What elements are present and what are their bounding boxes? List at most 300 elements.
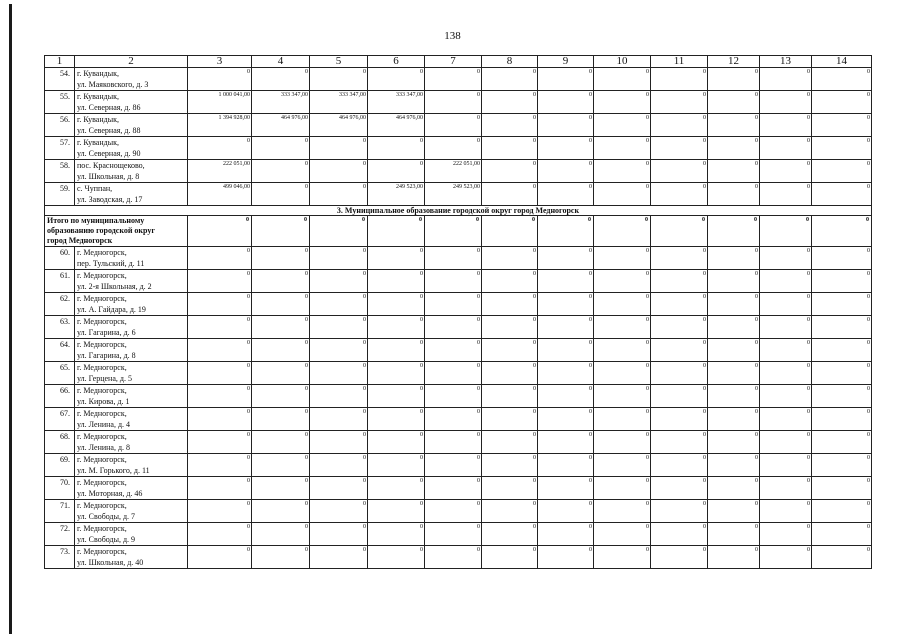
value-cell: 0 [425,137,482,160]
total-label-line: Итого по муниципальному [47,216,145,225]
value-cell: 222 051,00 [188,160,252,183]
row-index: 56. [45,114,75,137]
address-locality: г. Медногорск, [77,432,127,441]
value-cell: 0 [482,385,538,408]
row-index: 64. [45,339,75,362]
table-row [45,137,872,160]
column-number-cell: 2 [75,56,188,68]
value-cell: 0 [538,137,594,160]
value-cell: 0 [651,339,708,362]
value-cell: 0 [594,160,651,183]
total-value-cell: 0 [708,216,760,247]
value-cell: 0 [760,477,812,500]
value-cell: 249 523,00 [425,183,482,206]
value-cell: 0 [368,546,425,569]
address-street: ул. Ленина, д. 8 [77,443,131,452]
address-locality: г. Кувандык, [77,115,119,124]
address-cell [75,500,188,523]
value-cell: 0 [760,431,812,454]
value-cell: 0 [252,160,310,183]
value-cell: 0 [651,68,708,91]
section-header-row [45,206,872,216]
value-cell: 0 [188,137,252,160]
value-cell: 0 [425,247,482,270]
value-cell: 0 [651,546,708,569]
address-locality: г. Медногорск, [77,294,127,303]
address-street: ул. Школьная, д. 8 [77,172,140,181]
value-cell: 0 [538,339,594,362]
address-street: ул. Свободы, д. 9 [77,535,136,544]
address-locality: г. Кувандык, [77,138,119,147]
value-cell: 0 [188,454,252,477]
value-cell: 0 [812,385,872,408]
value-cell: 0 [538,362,594,385]
value-cell: 0 [651,500,708,523]
value-cell: 0 [760,385,812,408]
total-value-cell: 0 [310,216,368,247]
total-value-cell: 0 [188,216,252,247]
value-cell: 0 [651,385,708,408]
value-cell: 0 [538,477,594,500]
column-number-cell: 13 [760,56,812,68]
value-cell: 0 [425,523,482,546]
value-cell: 0 [594,183,651,206]
value-cell: 0 [188,546,252,569]
value-cell: 0 [708,114,760,137]
value-cell: 0 [188,523,252,546]
total-label-line: город Медногорск [47,236,113,245]
value-cell: 0 [760,500,812,523]
address-cell [75,431,188,454]
row-index: 57. [45,137,75,160]
value-cell: 0 [812,91,872,114]
value-cell: 0 [310,454,368,477]
value-cell: 0 [812,114,872,137]
address-street: ул. М. Горького, д. 11 [77,466,150,475]
column-number-cell: 6 [368,56,425,68]
value-cell: 0 [368,477,425,500]
value-cell: 0 [425,408,482,431]
value-cell: 1 394 928,00 [188,114,252,137]
value-cell: 0 [708,454,760,477]
value-cell: 0 [812,431,872,454]
value-cell: 0 [482,160,538,183]
value-cell: 0 [708,91,760,114]
value-cell: 0 [760,270,812,293]
value-cell: 0 [760,114,812,137]
total-label-cell [45,216,188,247]
table-row [45,431,872,454]
address-street: ул. Герцена, д. 5 [77,374,132,383]
value-cell: 0 [708,362,760,385]
value-cell: 0 [425,431,482,454]
value-cell: 0 [188,408,252,431]
address-street: ул. 2-я Школьная, д. 2 [77,282,152,291]
total-value-cell: 0 [538,216,594,247]
column-number-cell: 14 [812,56,872,68]
value-cell: 0 [651,160,708,183]
value-cell: 0 [252,137,310,160]
page-number: 138 [444,30,461,42]
value-cell: 0 [252,385,310,408]
value-cell: 464 976,00 [310,114,368,137]
address-cell [75,546,188,569]
address-street: ул. А. Гайдара, д. 19 [77,305,146,314]
value-cell: 0 [252,247,310,270]
value-cell: 0 [594,339,651,362]
address-cell [75,137,188,160]
row-index: 61. [45,270,75,293]
value-cell: 0 [760,160,812,183]
value-cell: 0 [538,316,594,339]
total-value-cell: 0 [425,216,482,247]
value-cell: 0 [368,408,425,431]
address-locality: г. Кувандык, [77,92,119,101]
value-cell: 0 [482,270,538,293]
value-cell: 0 [368,362,425,385]
value-cell: 0 [482,362,538,385]
table-row [45,477,872,500]
value-cell: 0 [310,293,368,316]
value-cell: 0 [252,477,310,500]
value-cell: 333 347,00 [252,91,310,114]
value-cell: 0 [812,454,872,477]
address-street: ул. Заводская, д. 17 [77,195,143,204]
value-cell: 0 [310,68,368,91]
value-cell: 0 [760,362,812,385]
address-cell [75,270,188,293]
value-cell: 222 051,00 [425,160,482,183]
table-row [45,362,872,385]
row-index: 54. [45,68,75,91]
value-cell: 0 [594,500,651,523]
value-cell: 0 [482,91,538,114]
value-cell: 0 [594,68,651,91]
register-table-body [45,56,872,569]
table-row [45,183,872,206]
value-cell: 249 523,00 [368,183,425,206]
value-cell: 0 [188,293,252,316]
value-cell: 0 [594,362,651,385]
total-row [45,216,872,247]
value-cell: 0 [538,523,594,546]
value-cell: 0 [425,114,482,137]
value-cell: 0 [812,477,872,500]
value-cell: 0 [708,270,760,293]
value-cell: 333 347,00 [310,91,368,114]
address-cell [75,247,188,270]
address-street: ул. Школьная, д. 40 [77,558,144,567]
value-cell: 0 [708,293,760,316]
value-cell: 0 [310,270,368,293]
row-index: 67. [45,408,75,431]
value-cell: 0 [368,68,425,91]
address-locality: г. Медногорск, [77,248,127,257]
value-cell: 0 [188,316,252,339]
address-cell [75,454,188,477]
column-number-row [45,56,872,68]
address-locality: г. Медногорск, [77,363,127,372]
value-cell: 0 [760,339,812,362]
value-cell: 0 [708,385,760,408]
value-cell: 0 [651,183,708,206]
value-cell: 0 [760,293,812,316]
address-cell [75,316,188,339]
value-cell: 0 [310,137,368,160]
value-cell: 0 [482,316,538,339]
value-cell: 0 [252,339,310,362]
value-cell: 0 [252,68,310,91]
value-cell: 0 [812,523,872,546]
table-row [45,454,872,477]
value-cell: 0 [812,68,872,91]
address-cell [75,362,188,385]
value-cell: 0 [425,385,482,408]
address-locality: г. Медногорск, [77,386,127,395]
value-cell: 0 [708,546,760,569]
value-cell: 0 [188,500,252,523]
value-cell: 0 [538,454,594,477]
value-cell: 0 [482,477,538,500]
value-cell: 0 [310,546,368,569]
value-cell: 0 [651,293,708,316]
value-cell: 0 [594,137,651,160]
value-cell: 0 [538,68,594,91]
row-index: 70. [45,477,75,500]
value-cell: 0 [760,408,812,431]
value-cell: 0 [368,431,425,454]
value-cell: 0 [368,160,425,183]
value-cell: 0 [812,247,872,270]
row-index: 69. [45,454,75,477]
row-index: 58. [45,160,75,183]
address-cell [75,91,188,114]
value-cell: 0 [425,362,482,385]
column-number-cell: 9 [538,56,594,68]
value-cell: 0 [760,247,812,270]
value-cell: 0 [252,316,310,339]
address-street: ул. Северная, д. 86 [77,103,141,112]
value-cell: 0 [651,270,708,293]
row-index: 63. [45,316,75,339]
value-cell: 0 [482,247,538,270]
table-row [45,114,872,137]
value-cell: 0 [812,160,872,183]
value-cell: 499 046,00 [188,183,252,206]
value-cell: 0 [812,270,872,293]
value-cell: 0 [425,91,482,114]
address-locality: г. Медногорск, [77,524,127,533]
row-index: 72. [45,523,75,546]
value-cell: 0 [425,454,482,477]
column-number-cell: 3 [188,56,252,68]
address-street: ул. Северная, д. 90 [77,149,141,158]
table-row [45,546,872,569]
address-cell [75,183,188,206]
value-cell: 0 [482,523,538,546]
value-cell: 0 [651,114,708,137]
value-cell: 0 [188,68,252,91]
value-cell: 0 [310,500,368,523]
value-cell: 0 [310,385,368,408]
value-cell: 0 [651,523,708,546]
address-locality: пос. Краснощеково, [77,161,145,170]
address-locality: г. Медногорск, [77,271,127,280]
value-cell: 0 [760,316,812,339]
value-cell: 0 [482,454,538,477]
value-cell: 0 [252,546,310,569]
address-locality: г. Медногорск, [77,317,127,326]
value-cell: 0 [482,68,538,91]
value-cell: 0 [594,385,651,408]
row-index: 62. [45,293,75,316]
value-cell: 0 [812,500,872,523]
value-cell: 0 [708,183,760,206]
address-street: ул. Северная, д. 88 [77,126,141,135]
row-index: 59. [45,183,75,206]
row-index: 65. [45,362,75,385]
value-cell: 0 [538,293,594,316]
column-number-cell: 1 [45,56,75,68]
value-cell: 0 [760,68,812,91]
table-row [45,91,872,114]
value-cell: 0 [368,270,425,293]
value-cell: 0 [651,477,708,500]
value-cell: 0 [252,500,310,523]
value-cell: 0 [252,523,310,546]
value-cell: 0 [482,339,538,362]
value-cell: 0 [482,431,538,454]
table-row [45,247,872,270]
section-title: 3. Муниципальное образование городской округ город Медногорск [45,206,872,216]
value-cell: 0 [310,523,368,546]
value-cell: 0 [425,339,482,362]
address-cell [75,477,188,500]
column-number-cell: 11 [651,56,708,68]
row-index: 68. [45,431,75,454]
value-cell: 0 [188,477,252,500]
total-label-line: образованию городской округ [47,226,156,235]
value-cell: 0 [760,91,812,114]
value-cell: 0 [708,316,760,339]
value-cell: 0 [812,339,872,362]
value-cell: 0 [538,546,594,569]
value-cell: 0 [708,523,760,546]
value-cell: 0 [188,385,252,408]
address-street: ул. Кирова, д. 1 [77,397,130,406]
value-cell: 0 [310,477,368,500]
total-value-cell: 0 [252,216,310,247]
total-value-cell: 0 [812,216,872,247]
value-cell: 0 [310,408,368,431]
value-cell: 0 [538,247,594,270]
value-cell: 0 [482,408,538,431]
value-cell: 0 [188,270,252,293]
table-row [45,339,872,362]
column-number-cell: 12 [708,56,760,68]
address-street: ул. Гагарина, д. 6 [77,328,136,337]
value-cell: 464 976,00 [252,114,310,137]
address-locality: г. Медногорск, [77,547,127,556]
column-number-cell: 10 [594,56,651,68]
value-cell: 0 [594,247,651,270]
value-cell: 0 [538,114,594,137]
value-cell: 0 [594,91,651,114]
value-cell: 0 [760,546,812,569]
value-cell: 0 [812,293,872,316]
value-cell: 0 [368,523,425,546]
total-value-cell: 0 [368,216,425,247]
value-cell: 0 [708,137,760,160]
value-cell: 0 [310,160,368,183]
value-cell: 0 [538,91,594,114]
value-cell: 0 [482,500,538,523]
value-cell: 0 [538,183,594,206]
value-cell: 0 [594,270,651,293]
value-cell: 0 [594,546,651,569]
value-cell: 0 [594,316,651,339]
page-left-edge-bar [9,4,12,634]
value-cell: 0 [594,431,651,454]
value-cell: 0 [310,247,368,270]
value-cell: 0 [425,477,482,500]
total-value-cell: 0 [594,216,651,247]
column-number-cell: 8 [482,56,538,68]
table-row [45,160,872,183]
value-cell: 0 [425,500,482,523]
value-cell: 0 [252,362,310,385]
row-index: 66. [45,385,75,408]
value-cell: 0 [708,247,760,270]
value-cell: 0 [812,546,872,569]
address-locality: г. Медногорск, [77,409,127,418]
address-cell [75,114,188,137]
value-cell: 0 [760,137,812,160]
table-row [45,500,872,523]
value-cell: 0 [812,316,872,339]
value-cell: 0 [594,408,651,431]
address-locality: с. Чуппан, [77,184,113,193]
value-cell: 0 [252,431,310,454]
column-number-cell: 4 [252,56,310,68]
address-street: ул. Ленина, д. 4 [77,420,131,429]
value-cell: 0 [310,431,368,454]
value-cell: 0 [708,431,760,454]
value-cell: 0 [482,546,538,569]
address-street: пер. Тульский, д. 11 [77,259,145,268]
value-cell: 0 [310,339,368,362]
value-cell: 0 [651,454,708,477]
value-cell: 0 [482,183,538,206]
value-cell: 0 [760,454,812,477]
value-cell: 0 [538,500,594,523]
value-cell: 0 [651,431,708,454]
value-cell: 333 347,00 [368,91,425,114]
value-cell: 0 [425,270,482,293]
value-cell: 0 [425,68,482,91]
value-cell: 0 [708,500,760,523]
value-cell: 0 [812,137,872,160]
address-cell [75,385,188,408]
value-cell: 0 [368,454,425,477]
column-number-cell: 5 [310,56,368,68]
value-cell: 0 [594,477,651,500]
value-cell: 0 [708,408,760,431]
value-cell: 0 [368,137,425,160]
value-cell: 0 [651,408,708,431]
value-cell: 0 [368,293,425,316]
total-value-cell: 0 [651,216,708,247]
